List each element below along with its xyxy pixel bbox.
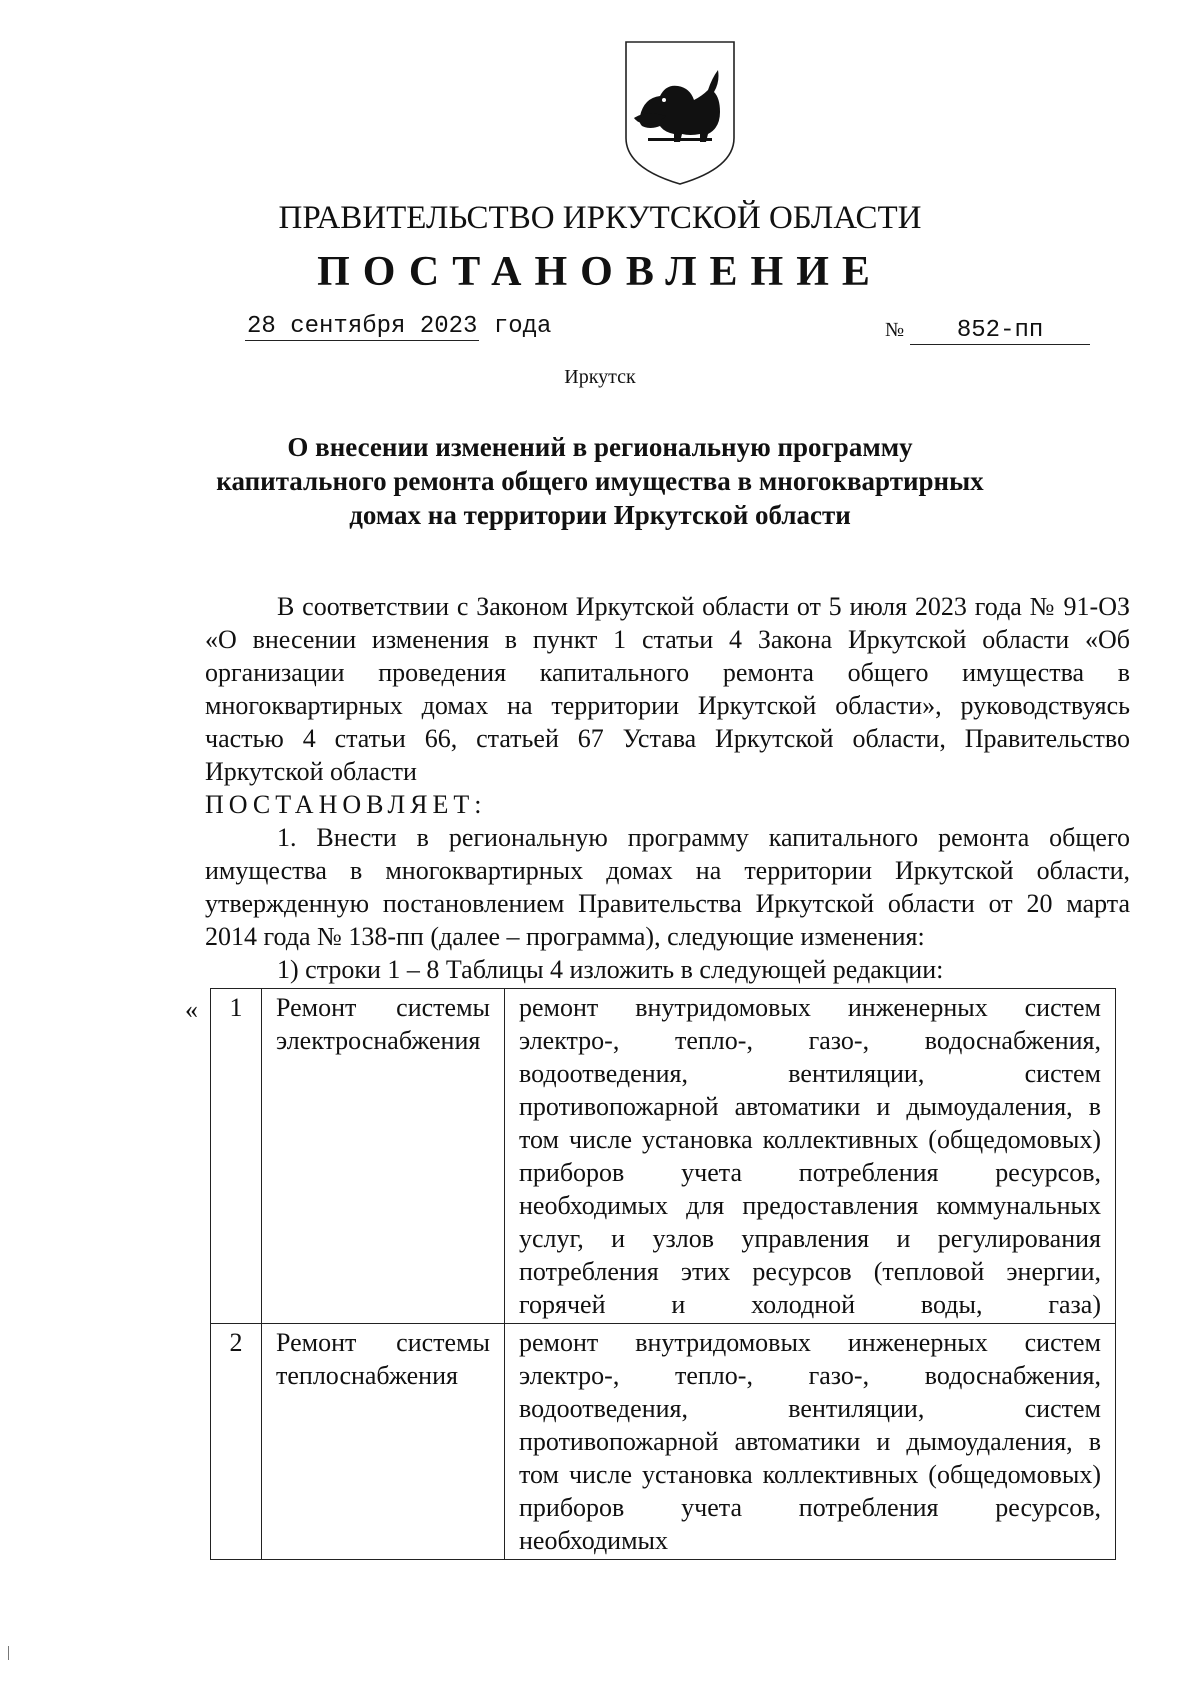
row-name: Ремонт системы теплоснабжения bbox=[262, 1324, 505, 1560]
row-description: ремонт внутридомовых инженерных систем электро-, тепло-, газо-, водоснабжения, водоотведения, вентиляции, систем противопожарной автоматики и дымоудаления, в том числе установка коллективных (общедомовых) приборов учета потребления ресурсов, необходимых bbox=[505, 1324, 1116, 1560]
open-quote: « bbox=[185, 995, 198, 1024]
table-row bbox=[211, 989, 1116, 1324]
government-name: ПРАВИТЕЛЬСТВО ИРКУТСКОЙ ОБЛАСТИ bbox=[278, 200, 922, 236]
table-4-rows bbox=[210, 988, 1116, 1560]
table-row bbox=[211, 1324, 1116, 1560]
row-description: ремонт внутридомовых инженерных систем электро-, тепло-, газо-, водоснабжения, водоотведения, вентиляции, систем противопожарной автоматики и дымоудаления, в том числе установка коллективных (общедомовых) приборов учета потребления ресурсов, необходимых для предоставления коммунальных услуг, и узлов управления и регулирования потребления этих ресурсов (тепловой энергии, горячей и холодной воды, газа) bbox=[505, 989, 1116, 1324]
coat-of-arms-emblem bbox=[620, 38, 740, 188]
resolves-heading: ПОСТАНОВЛЯЕТ: bbox=[205, 790, 487, 819]
decree-subject: О внесении изменений в региональную программу капитального ремонта общего имущества в многоквартирных домах на территории Иркутской области bbox=[216, 432, 984, 530]
row-number: 2 bbox=[211, 1324, 262, 1560]
decree-number-value: 852-пп bbox=[910, 317, 1090, 345]
decree-number bbox=[885, 317, 1090, 345]
subitem-1-paragraph: 1) строки 1 – 8 Таблицы 4 изложить в следующей редакции: bbox=[277, 955, 944, 984]
preamble-paragraph: В соответствии с Законом Иркутской области от 5 июля 2023 года № 91-ОЗ «О внесении изменения в пункт 1 статьи 4 Закона Иркутской области «Об организации проведения капитального ремонта общего имущества в многоквартирных домах на территории Иркутской области», руководствуясь частью 4 статьи 66, статьей 67 Устава Иркутской области, Правительство Иркутской области bbox=[205, 592, 1130, 786]
row-name: Ремонт системы электроснабжения bbox=[262, 989, 505, 1324]
decree-date-suffix: года bbox=[493, 313, 552, 340]
decree-body bbox=[205, 590, 1130, 986]
number-sign: № bbox=[885, 319, 905, 341]
row-number: 1 bbox=[211, 989, 262, 1324]
decree-date-value: 28 сентября 2023 bbox=[247, 313, 478, 340]
item-1-paragraph: 1. Внести в региональную программу капитального ремонта общего имущества в многоквартирных домах на территории Иркутской области, утвержденную постановлением Правительства Иркутской области от 20 марта 2014 года № 138-пп (далее – программа), следующие изменения: bbox=[205, 823, 1130, 951]
scan-margin-mark bbox=[8, 1646, 9, 1660]
document-type-title: ПОСТАНОВЛЕНИЕ bbox=[317, 249, 883, 295]
city-name: Иркутск bbox=[564, 366, 636, 388]
decree-date bbox=[245, 313, 551, 341]
